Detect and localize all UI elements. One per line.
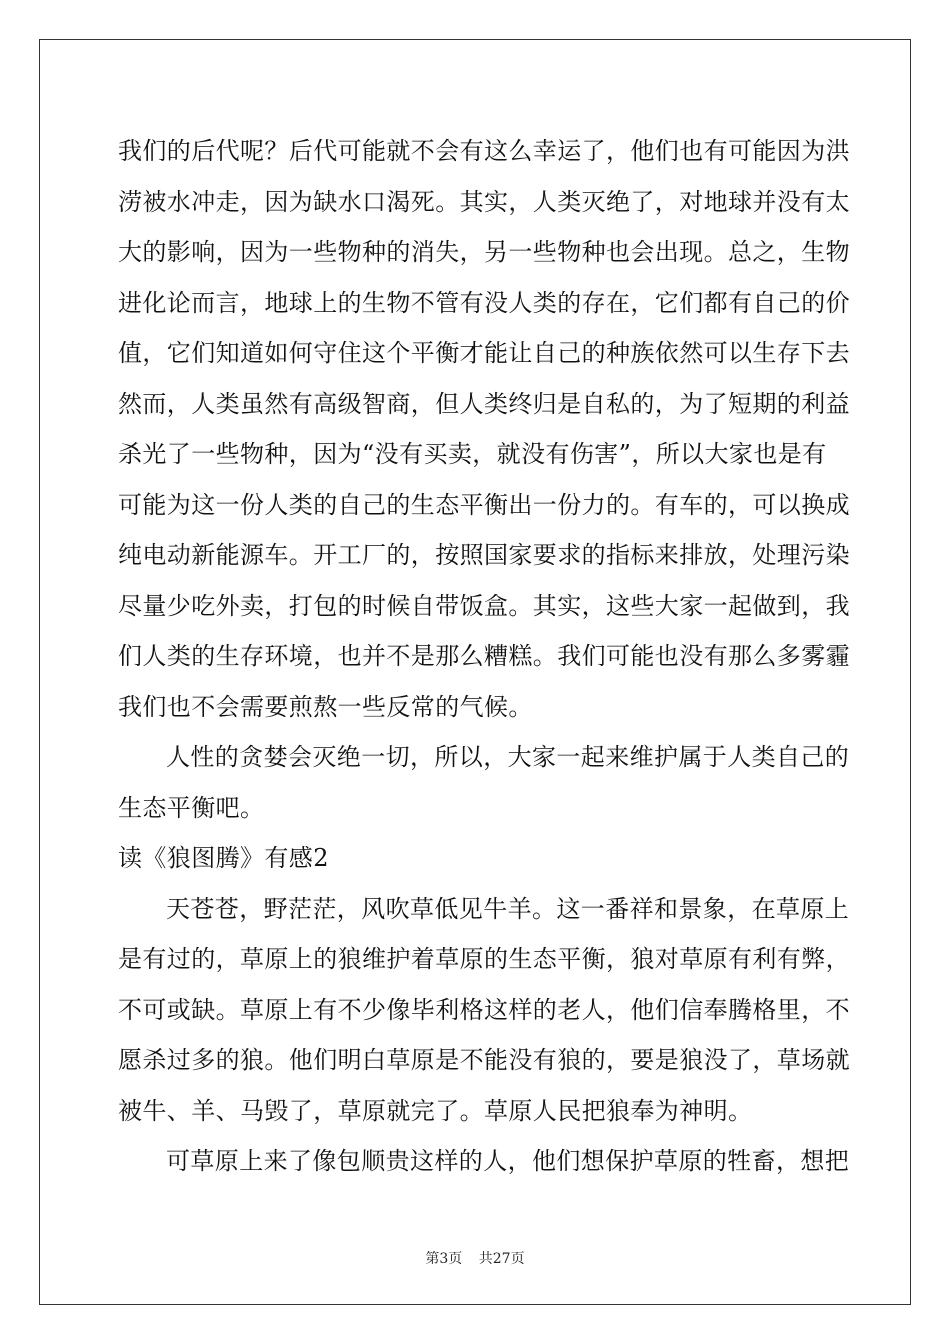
text-line: 值，它们知道如何守住这个平衡才能让自己的种族依然可以生存下去 <box>118 339 850 367</box>
text-line: 杀光了一些物种，因为“没有买卖，就没有伤害”，所以大家也是有 <box>118 440 827 468</box>
text-line: 不可或缺。草原上有不少像毕利格这样的老人，他们信奉腾格里，不 <box>118 995 850 1024</box>
text-line: 涝被水冲走，因为缺水口渴死。其实，人类灭绝了，对地球并没有太 <box>118 187 850 216</box>
text-line: 是有过的，草原上的狼维护着草原的生态平衡，狼对草原有利有弊， <box>118 945 850 973</box>
text-line: 我们的后代呢？后代可能就不会有这么幸运了，他们也有可能因为洪 <box>118 137 850 165</box>
page-total: 共27页 <box>478 1251 525 1267</box>
text-line: 愿杀过多的狼。他们明白草原是不能没有狼的，要是狼没了，草场就 <box>118 1046 850 1074</box>
text-line: 天苍苍，野茫茫，风吹草低见牛羊。这一番祥和景象，在草原上 <box>166 894 850 923</box>
page-number: 第3页 <box>425 1251 463 1267</box>
text-line: 进化论而言，地球上的生物不管有没人类的存在，它们都有自己的价 <box>118 288 850 317</box>
text-line: 大的影响，因为一些物种的消失，另一些物种也会出现。总之，生物 <box>118 238 850 266</box>
page-footer <box>0 1248 950 1268</box>
text-line: 人性的贪婪会灭绝一切，所以，大家一起来维护属于人类自己的 <box>166 743 850 771</box>
text-line: 我们也不会需要煎熬一些反常的气候。 <box>118 692 533 721</box>
document-body <box>118 126 850 1187</box>
text-line: 可草原上来了像包顺贵这样的人，他们想保护草原的牲畜，想把 <box>166 1147 850 1175</box>
text-line: 生态平衡吧。 <box>118 793 265 822</box>
text-line: 被牛、羊、马毁了，草原就完了。草原人民把狼奉为神明。 <box>118 1096 753 1125</box>
text-line: 可能为这一份人类的自己的生态平衡出一份力的。有车的，可以换成 <box>118 490 850 519</box>
text-line: 们人类的生存环境，也并不是那么糟糕。我们可能也没有那么多雾霾 <box>118 642 850 670</box>
text-line: 读《狼图腾》有感2 <box>118 844 329 872</box>
text-line: 纯电动新能源车。开工厂的，按照国家要求的指标来排放，处理污染 <box>118 541 850 569</box>
text-line: 尽量少吃外卖，打包的时候自带饭盒。其实，这些大家一起做到，我 <box>118 591 850 620</box>
text-line: 然而，人类虽然有高级智商，但人类终归是自私的，为了短期的利益 <box>118 389 850 418</box>
